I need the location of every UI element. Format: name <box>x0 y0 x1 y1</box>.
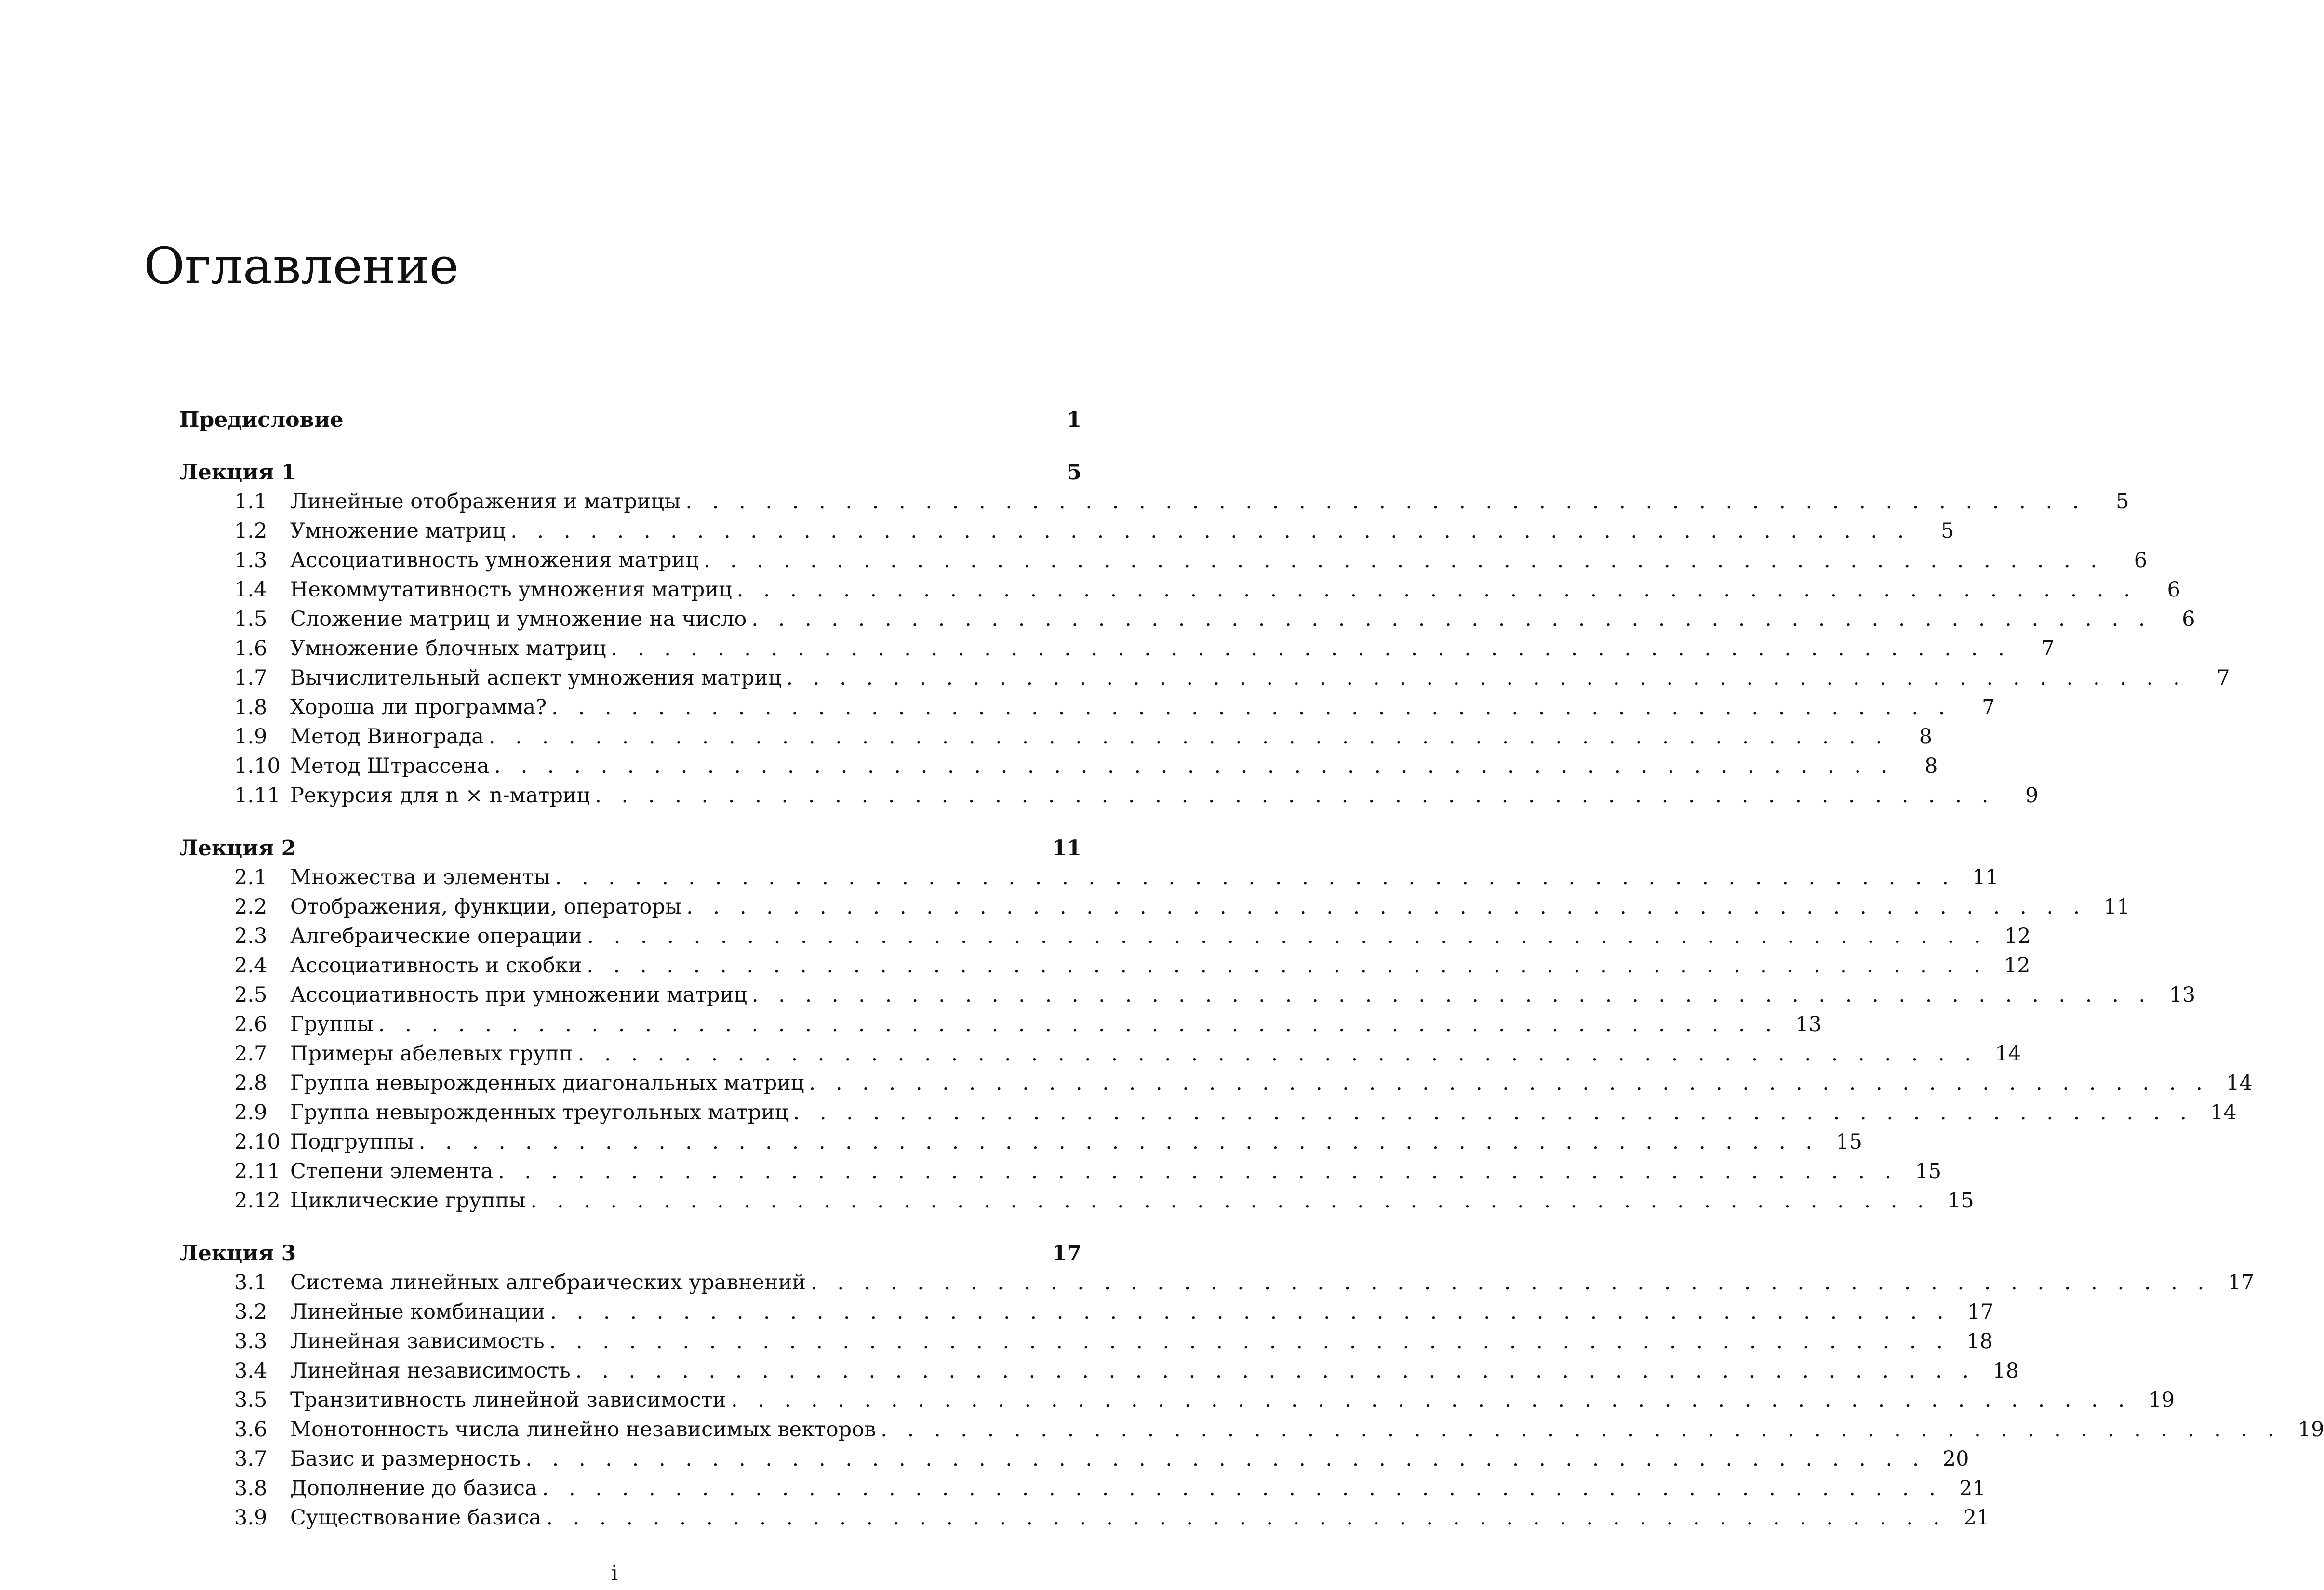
chapter-page: 5 <box>1067 460 1082 485</box>
dot-leader: . . . . . . . . . . . . . . . . . . . . . . . . . . . . . . . . . . . . . . . . . . . . . . . . . . . . . <box>494 754 1895 778</box>
toc-section[interactable] <box>179 1474 1986 1503</box>
dot-leader: . . . . . . . . . . . . . . . . . . . . . . . . . . . . . . . . . . . . . . . . . . . . . . . . . . . . . <box>550 1300 1950 1324</box>
toc-section[interactable] <box>179 693 1995 722</box>
dot-leader: . . . . . . . . . . . . . . . . . . . . . . . . . . . . . . . . . . . . . . . . . . . . . . . . . . . . . <box>525 1447 1926 1471</box>
section-page: 21 <box>1963 1506 1990 1530</box>
dot-leader: . . . . . . . . . . . . . . . . . . . . . . . . . . . . . . . . . . . . . . . . . . . . . . . . . . . . . <box>810 1271 2211 1295</box>
section-page: 15 <box>1836 1130 1862 1154</box>
page-number: i <box>611 1561 618 1586</box>
toc-section[interactable] <box>179 980 2196 1010</box>
dot-leader: . . . . . . . . . . . . . . . . . . . . . . . . . . . . . . . . . . . . . . . . . . . . . . . . . . . . . <box>686 895 2087 919</box>
section-number: 2.12 <box>234 1189 280 1213</box>
toc-section[interactable] <box>179 605 2195 634</box>
section-number: 2.3 <box>234 924 267 948</box>
section-page: 12 <box>2003 954 2030 978</box>
section-number: 1.4 <box>234 578 267 602</box>
section-page: 8 <box>1924 754 1938 778</box>
section-page: 7 <box>2217 666 2230 690</box>
dot-leader: . . . . . . . . . . . . . . . . . . . . . . . . . . . . . . . . . . . . . . . . . . . . . . . . . . . . . <box>577 1042 1978 1066</box>
dot-leader: . . . . . . . . . . . . . . . . . . . . . . . . . . . . . . . . . . . . . . . . . . . . . . . . . . . . . <box>555 865 1955 889</box>
toc-section[interactable] <box>179 1415 2324 1444</box>
section-number: 2.11 <box>234 1159 280 1183</box>
toc-entry-preface[interactable] <box>179 406 1082 435</box>
section-page: 14 <box>2210 1100 2237 1125</box>
toc-section[interactable] <box>179 722 1933 752</box>
section-title: Примеры абелевых групп <box>290 1042 573 1066</box>
section-page: 20 <box>1942 1447 1969 1471</box>
section-number: 1.1 <box>234 490 267 514</box>
section-number: 1.8 <box>234 695 267 719</box>
section-number: 3.5 <box>234 1388 267 1412</box>
toc-section[interactable] <box>179 781 2039 810</box>
section-title: Линейные отображения и матрицы <box>290 490 681 514</box>
section-number: 2.7 <box>234 1042 267 1066</box>
section-number: 1.2 <box>234 519 267 543</box>
section-title: Ассоциативность при умножении матриц <box>290 983 747 1007</box>
toc-entry-lecture-3[interactable] <box>179 1239 1082 1268</box>
section-title: Множества и элементы <box>290 865 550 889</box>
dot-leader: . . . . . . . . . . . . . . . . . . . . . . . . . . . . . . . . . . . . . . . . . . . . . . . . . . . . . <box>595 783 1995 808</box>
section-title: Система линейных алгебраических уравнений <box>290 1271 806 1295</box>
dot-leader: . . . . . . . . . . . . . . . . . . . . . . . . . . . . . . . . . . . . . . . . . . . . . . . . . . . . . <box>549 1329 1950 1353</box>
toc-section[interactable] <box>179 517 1954 546</box>
section-page: 7 <box>1982 695 1995 719</box>
section-page: 13 <box>2169 983 2196 1007</box>
section-page: 15 <box>1915 1159 1942 1183</box>
dot-leader: . . . . . . . . . . . . . . . . . . . . . . . . . . . . . . . . . . . . . . . . . . . . . . . . . . . . . <box>685 490 2086 514</box>
toc-section[interactable] <box>179 922 2031 951</box>
section-page: 9 <box>2025 783 2039 808</box>
toc-section[interactable] <box>179 1039 2021 1069</box>
section-title: Транзитивность линейной зависимости <box>290 1388 726 1412</box>
section-title: Линейные комбинации <box>290 1300 546 1324</box>
dot-leader: . . . . . . . . . . . . . . . . . . . . . . . . . . . . . . . . . . . . . . . . . . . . . . . . . . . . . <box>587 954 1987 978</box>
section-page: 17 <box>1967 1300 1994 1324</box>
toc-entry-lecture-1[interactable] <box>179 458 1082 487</box>
section-page: 7 <box>2041 636 2055 661</box>
toc-section[interactable] <box>179 634 2055 663</box>
section-page: 12 <box>2004 924 2031 948</box>
section-title: Ассоциативность и скобки <box>290 954 582 978</box>
chapter-page: 1 <box>1067 408 1082 432</box>
toc-section[interactable] <box>179 1157 1942 1186</box>
toc-section[interactable] <box>179 1127 1862 1157</box>
toc-section[interactable] <box>179 487 2129 517</box>
toc-section[interactable] <box>179 951 2030 980</box>
section-page: 17 <box>2228 1271 2255 1295</box>
dot-leader: . . . . . . . . . . . . . . . . . . . . . . . . . . . . . . . . . . . . . . . . . . . . . . . . . . . . . <box>378 1012 1779 1036</box>
section-title: Существование базиса <box>290 1506 542 1530</box>
section-title: Рекурсия для n × n-матриц <box>290 783 590 808</box>
section-number: 2.10 <box>234 1130 280 1154</box>
section-number: 3.3 <box>234 1329 267 1353</box>
section-page: 19 <box>2297 1418 2324 1442</box>
section-title: Подгруппы <box>290 1130 414 1154</box>
section-number: 3.4 <box>234 1359 267 1383</box>
section-number: 2.6 <box>234 1012 267 1036</box>
section-number: 2.1 <box>234 865 267 889</box>
section-page: 5 <box>2116 490 2129 514</box>
section-page: 15 <box>1948 1189 1974 1213</box>
section-title: Монотонность числа линейно независимых векторов <box>290 1418 876 1442</box>
dot-leader: . . . . . . . . . . . . . . . . . . . . . . . . . . . . . . . . . . . . . . . . . . . . . . . . . . . . . <box>551 695 1952 719</box>
section-title: Умножение блочных матриц <box>290 636 606 661</box>
section-page: 6 <box>2167 578 2180 602</box>
table-of-contents <box>179 406 2324 1533</box>
toc-entry-lecture-2[interactable] <box>179 834 1082 863</box>
section-title: Сложение матриц и умножение на число <box>290 607 747 631</box>
toc-section[interactable] <box>179 1503 1990 1533</box>
section-title: Линейная независимость <box>290 1359 571 1383</box>
section-number: 3.7 <box>234 1447 267 1471</box>
section-page: 21 <box>1959 1476 1986 1500</box>
toc-section[interactable] <box>179 575 2180 605</box>
dot-leader: . . . . . . . . . . . . . . . . . . . . . . . . . . . . . . . . . . . . . . . . . . . . . . . . . . . . . <box>546 1506 1947 1530</box>
dot-leader: . . . . . . . . . . . . . . . . . . . . . . . . . . . . . . . . . . . . . . . . . . . . . . . . . . . . . <box>498 1159 1898 1183</box>
section-title: Ассоциативность умножения матриц <box>290 548 699 572</box>
section-title: Метод Винограда <box>290 725 484 749</box>
section-number: 2.4 <box>234 954 267 978</box>
section-page: 8 <box>1919 725 1933 749</box>
dot-leader: . . . . . . . . . . . . . . . . . . . . . . . . . . . . . . . . . . . . . . . . . . . . . . . . . . . . . <box>611 636 2011 661</box>
dot-leader: . . . . . . . . . . . . . . . . . . . . . . . . . . . . . . . . . . . . . . . . . . . . . . . . . . . . . <box>881 1418 2281 1442</box>
section-number: 2.9 <box>234 1100 267 1125</box>
toc-section[interactable] <box>179 1268 2255 1298</box>
section-page: 11 <box>1972 865 1999 889</box>
section-number: 2.2 <box>234 895 267 919</box>
dot-leader: . . . . . . . . . . . . . . . . . . . . . . . . . . . . . . . . . . . . . . . . . . . . . . . . . . . . . <box>751 983 2152 1007</box>
section-page: 13 <box>1795 1012 1822 1036</box>
toc-section[interactable] <box>179 1069 2253 1098</box>
section-number: 3.6 <box>234 1418 267 1442</box>
section-number: 1.10 <box>234 754 280 778</box>
dot-leader: . . . . . . . . . . . . . . . . . . . . . . . . . . . . . . . . . . . . . . . . . . . . . . . . . . . . . <box>488 725 1889 749</box>
dot-leader: . . . . . . . . . . . . . . . . . . . . . . . . . . . . . . . . . . . . . . . . . . . . . . . . . . . . . <box>703 548 2104 572</box>
toc-section[interactable] <box>179 892 2130 922</box>
section-title: Умножение матриц <box>290 519 506 543</box>
chapter-title: Лекция 2 <box>179 836 296 861</box>
chapter-title: Предисловие <box>179 408 344 432</box>
section-number: 3.8 <box>234 1476 267 1500</box>
chapter-page: 11 <box>1052 836 1082 861</box>
section-number: 1.5 <box>234 607 267 631</box>
chapter-page: 17 <box>1052 1241 1082 1266</box>
dot-leader: . . . . . . . . . . . . . . . . . . . . . . . . . . . . . . . . . . . . . . . . . . . . . . . . . . . . . <box>575 1359 1976 1383</box>
dot-leader: . . . . . . . . . . . . . . . . . . . . . . . . . . . . . . . . . . . . . . . . . . . . . . . . . . . . . <box>731 1388 2132 1412</box>
dot-leader: . . . . . . . . . . . . . . . . . . . . . . . . . . . . . . . . . . . . . . . . . . . . . . . . . . . . . <box>530 1189 1931 1213</box>
page-title: Оглавление <box>144 237 459 295</box>
section-number: 2.5 <box>234 983 267 1007</box>
dot-leader: . . . . . . . . . . . . . . . . . . . . . . . . . . . . . . . . . . . . . . . . . . . . . . . . . . . . . <box>751 607 2152 631</box>
section-number: 1.11 <box>234 783 280 808</box>
toc-section[interactable] <box>179 546 2148 575</box>
section-title: Некоммутативность умножения матриц <box>290 578 732 602</box>
section-page: 18 <box>1992 1359 2019 1383</box>
section-title: Алгебраические операции <box>290 924 583 948</box>
dot-leader: . . . . . . . . . . . . . . . . . . . . . . . . . . . . . . . . . . . . . . . . . . . . . . . . . . . . . <box>510 519 1911 543</box>
section-title: Группы <box>290 1012 374 1036</box>
dot-leader: . . . . . . . . . . . . . . . . . . . . . . . . . . . . . . . . . . . . . . . . . . . . . . . . . . . . . <box>736 578 2137 602</box>
chapter-title: Лекция 1 <box>179 460 296 485</box>
section-number: 1.9 <box>234 725 267 749</box>
section-title: Метод Штрассена <box>290 754 490 778</box>
toc-section[interactable] <box>179 1098 2237 1127</box>
section-page: 14 <box>2226 1071 2253 1095</box>
toc-section[interactable] <box>179 663 2230 693</box>
toc-section[interactable] <box>179 1386 2175 1415</box>
toc-section[interactable] <box>179 863 1999 892</box>
chapter-title: Лекция 3 <box>179 1241 296 1266</box>
section-number: 3.2 <box>234 1300 267 1324</box>
section-page: 11 <box>2103 895 2130 919</box>
dot-leader: . . . . . . . . . . . . . . . . . . . . . . . . . . . . . . . . . . . . . . . . . . . . . . . . . . . . . <box>587 924 1988 948</box>
section-number: 1.3 <box>234 548 267 572</box>
section-number: 1.7 <box>234 666 267 690</box>
section-page: 6 <box>2182 607 2195 631</box>
section-title: Вычислительный аспект умножения матриц <box>290 666 782 690</box>
section-title: Группа невырожденных треугольных матриц <box>290 1100 788 1125</box>
section-page: 5 <box>1941 519 1954 543</box>
section-title: Степени элемента <box>290 1159 494 1183</box>
section-title: Отображения, функции, операторы <box>290 895 682 919</box>
toc-section[interactable] <box>179 1356 2019 1386</box>
section-title: Хороша ли программа? <box>290 695 547 719</box>
section-number: 3.9 <box>234 1506 267 1530</box>
dot-leader: . . . . . . . . . . . . . . . . . . . . . . . . . . . . . . . . . . . . . . . . . . . . . . . . . . . . . <box>793 1100 2193 1125</box>
section-title: Группа невырожденных диагональных матриц <box>290 1071 804 1095</box>
dot-leader: . . . . . . . . . . . . . . . . . . . . . . . . . . . . . . . . . . . . . . . . . . . . . . . . . . . . . <box>418 1130 1819 1154</box>
toc-section[interactable] <box>179 1010 1822 1039</box>
section-number: 3.1 <box>234 1271 267 1295</box>
section-page: 6 <box>2134 548 2148 572</box>
toc-section[interactable] <box>179 1186 1974 1216</box>
section-page: 14 <box>1995 1042 2021 1066</box>
dot-leader: . . . . . . . . . . . . . . . . . . . . . . . . . . . . . . . . . . . . . . . . . . . . . . . . . . . . . <box>786 666 2187 690</box>
dot-leader: . . . . . . . . . . . . . . . . . . . . . . . . . . . . . . . . . . . . . . . . . . . . . . . . . . . . . <box>809 1071 2209 1095</box>
section-title: Линейная зависимость <box>290 1329 545 1353</box>
toc-section[interactable] <box>179 752 1938 781</box>
section-title: Дополнение до базиса <box>290 1476 537 1500</box>
section-page: 19 <box>2148 1388 2175 1412</box>
section-title: Базис и размерность <box>290 1447 521 1471</box>
toc-section[interactable] <box>179 1298 1994 1327</box>
section-title: Циклические группы <box>290 1189 526 1213</box>
dot-leader: . . . . . . . . . . . . . . . . . . . . . . . . . . . . . . . . . . . . . . . . . . . . . . . . . . . . . <box>542 1476 1942 1500</box>
section-page: 18 <box>1966 1329 1993 1353</box>
toc-section[interactable] <box>179 1327 1993 1356</box>
section-number: 2.8 <box>234 1071 267 1095</box>
toc-section[interactable] <box>179 1444 1969 1474</box>
section-number: 1.6 <box>234 636 267 661</box>
